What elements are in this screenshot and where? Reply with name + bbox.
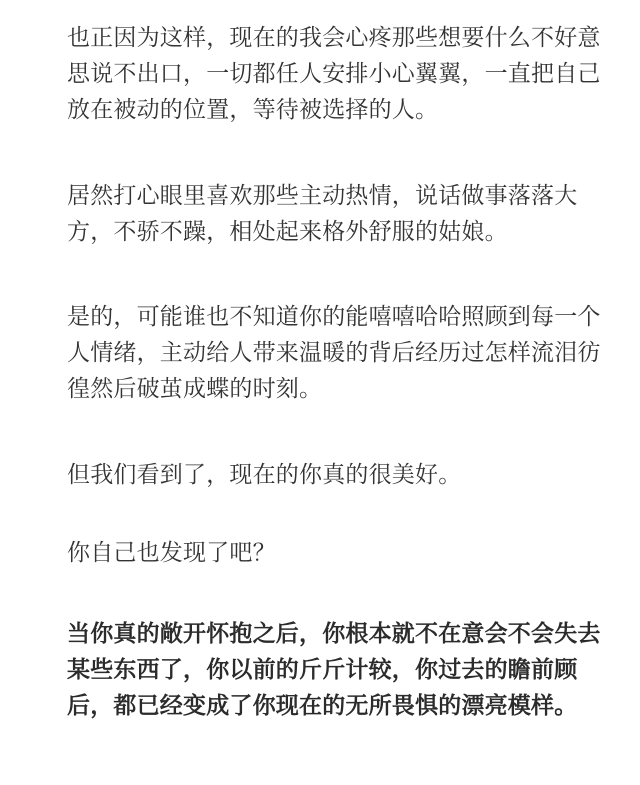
paragraph-line: 但我们看到了，现在的你真的很美好。 (67, 462, 462, 488)
paragraph-5 (67, 535, 587, 571)
paragraph-line: 放在被动的位置，等待被选择的人。 (67, 97, 439, 123)
paragraph-line: 后，都已经变成了你现在的无所畏惧的漂亮模样。 (67, 693, 578, 719)
paragraph-line: 思说不出口，一切都任人安排小心翼翼，一直把自己 (67, 61, 601, 87)
paragraph-line: 也正因为这样，现在的我会心疼那些想要什么不好意 (67, 25, 601, 51)
paragraph-line: 是的，可能谁也不知道你的能嘻嘻哈哈照顾到每一个 (67, 304, 601, 330)
paragraph-line: 居然打心眼里喜欢那些主动热情，说话做事落落大 (67, 183, 578, 209)
paragraph-6-emphasis (67, 616, 601, 724)
paragraph-line: 当你真的敞开怀抱之后，你根本就不在意会不会失去 (67, 621, 601, 647)
paragraph-2 (67, 178, 587, 250)
paragraph-4 (67, 457, 587, 493)
paragraph-line: 你自己也发现了吧？ (67, 540, 276, 566)
paragraph-3 (67, 299, 601, 407)
paragraph-line: 人情绪，主动给人带来温暖的背后经历过怎样流泪彷 (67, 340, 601, 366)
paragraph-1 (67, 20, 601, 128)
paragraph-line: 某些东西了，你以前的斤斤计较，你过去的瞻前顾 (67, 657, 578, 683)
paragraph-line: 徨然后破茧成蝶的时刻。 (67, 376, 323, 402)
paragraph-line: 方，不骄不躁，相处起来格外舒服的姑娘。 (67, 219, 508, 245)
